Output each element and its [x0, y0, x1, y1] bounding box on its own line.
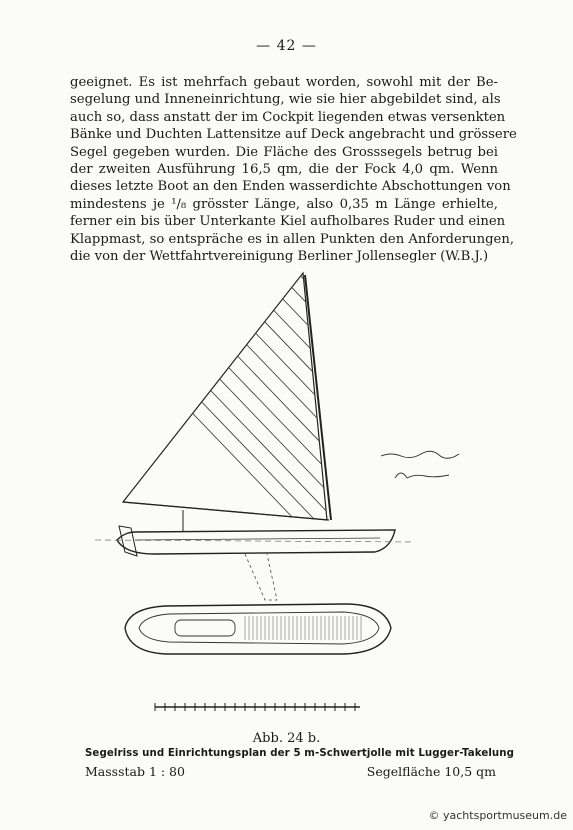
mast — [305, 275, 331, 520]
signature — [381, 451, 459, 478]
body-paragraph — [70, 74, 517, 265]
text-line: ferner ein bis über Unterkante Kiel aufholbares Ruder und einen — [70, 214, 506, 230]
figure-number: Abb. 24 b. — [252, 731, 321, 746]
text-line: Segel gegeben wurden. Die Fläche des Grosssegels betrug bei — [70, 144, 498, 160]
sail — [95, 270, 495, 520]
boom — [123, 502, 329, 520]
text-line: Bänke und Duchten Lattensitze auf Deck angebracht und grössere — [70, 127, 517, 143]
text-line: geeignet. Es ist mehrfach gebaut worden, sowohl mit der Be- — [70, 75, 498, 90]
figure-sail-area: Segelfläche 10,5 qm — [366, 764, 496, 779]
text-line: mindestens je ¹/₈ grösster Länge, also 0,35 m Länge erhielte, — [70, 196, 498, 212]
text-line: segelung und Inneneinrichtung, wie sie hier abgebildet sind, als — [70, 92, 501, 108]
text-line: die von der Wettfahrtvereinigung Berliner Jollensegler (W.B.J.) — [70, 249, 489, 265]
figure-scale: Massstab 1 : 80 — [85, 764, 185, 779]
boat-drawing — [95, 270, 495, 730]
text-line: auch so, dass anstatt der im Cockpit liegenden etwas versenkten — [70, 109, 506, 125]
page-number: — 42 — — [256, 38, 317, 54]
scale-bar — [155, 703, 360, 711]
hull-plan-view — [125, 604, 391, 654]
figure-title: Segelriss und Einrichtungsplan der 5 m-Schwertjolle mit Lugger-Takelung — [85, 748, 515, 759]
text-line: Klappmast, so entspräche es in allen Punkten den Anforderungen, — [70, 231, 515, 247]
text-line: der zweiten Ausführung 16,5 qm, die der Fock 4,0 qm. Wenn — [70, 162, 498, 178]
copyright-watermark: © yachtsportmuseum.de — [428, 809, 567, 822]
hull-profile — [95, 510, 415, 600]
text-line: dieses letzte Boot an den Enden wasserdichte Abschottungen von — [70, 179, 511, 195]
